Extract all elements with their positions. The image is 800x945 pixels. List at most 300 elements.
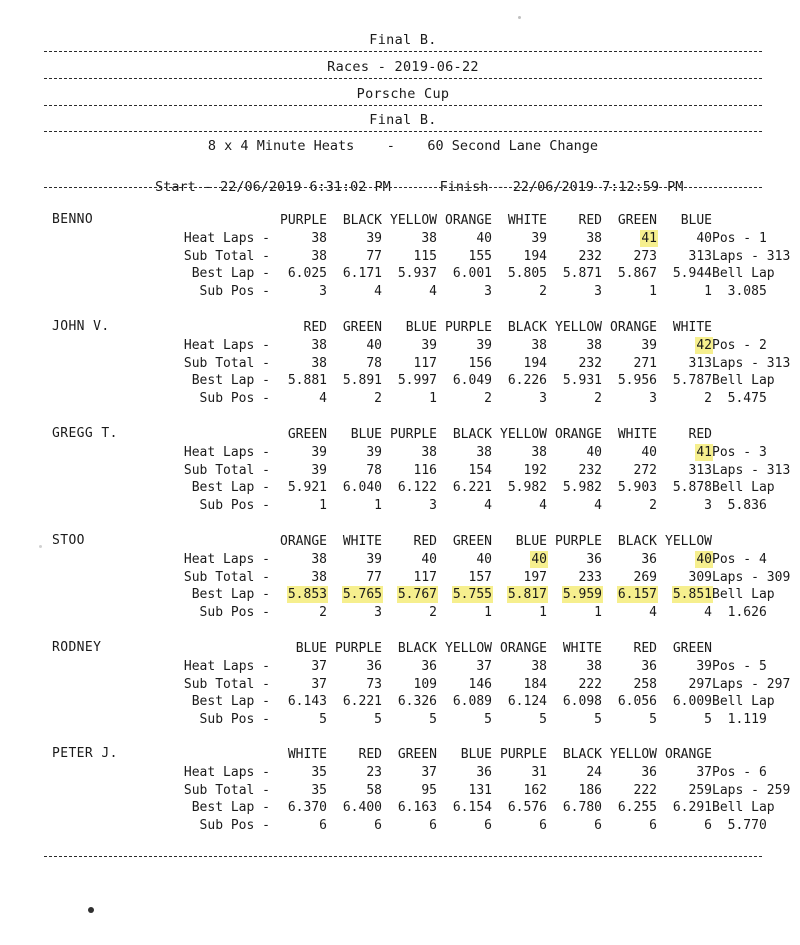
sub-total-value: 258 — [633, 676, 657, 692]
sub-pos-value: 6 — [649, 817, 657, 833]
lane-header-label — [154, 533, 270, 551]
sub-pos-value: 5 — [539, 711, 547, 727]
heat-laps-row — [154, 444, 800, 461]
lane-name: RED — [578, 213, 602, 228]
lane-header-label — [154, 426, 270, 444]
sub-total-value: 38 — [311, 355, 327, 371]
sub-total-value: 272 — [633, 462, 657, 478]
lane-name: ORANGE — [500, 641, 547, 656]
header-rule-1 — [44, 51, 762, 52]
best-lap-row — [154, 372, 800, 389]
sub-pos-value: 5 — [704, 711, 712, 727]
row-tail — [712, 283, 800, 300]
sub-total-value: 222 — [633, 782, 657, 798]
lane-name: PURPLE — [500, 747, 547, 762]
sub-pos-value: 2 — [649, 497, 657, 513]
driver-block — [44, 746, 791, 834]
header-title-final-b — [44, 32, 762, 48]
heat-laps-value: 36 — [476, 765, 492, 781]
sub-pos-value: 6 — [484, 817, 492, 833]
sub-pos-value: 1 — [704, 283, 712, 299]
sub-pos-value: 4 — [594, 497, 602, 513]
sub-total-value: 259 — [688, 782, 712, 798]
heat-laps-value: 37 — [696, 765, 712, 781]
heat-laps-value: 37 — [421, 765, 437, 781]
heat-laps-value: 36 — [641, 765, 657, 781]
sub-pos-value: 1 — [429, 390, 437, 406]
lane-header-row — [154, 533, 800, 551]
row-tail — [712, 444, 800, 461]
lane-name: YELLOW — [555, 320, 602, 335]
best-lap-value — [437, 586, 492, 603]
sub-total-label: Sub Total - — [183, 355, 270, 371]
sub-total-value: 232 — [578, 462, 602, 478]
row-tail — [712, 462, 800, 479]
sub-pos-value: 3 — [374, 604, 382, 620]
sub-total-value: 192 — [523, 462, 547, 478]
header-rule-4 — [44, 131, 762, 132]
sub-pos-value: 5 — [484, 711, 492, 727]
row-tail — [712, 355, 800, 372]
best-lap-value: 5.805 — [507, 266, 547, 282]
best-lap-value: 5.891 — [342, 373, 382, 389]
sub-total-value: 155 — [468, 248, 492, 264]
sub-pos-value: 4 — [484, 497, 492, 513]
heat-laps-label: Heat Laps - — [183, 338, 270, 354]
sub-pos-value: 2 — [704, 390, 712, 406]
heat-laps-value: 39 — [366, 445, 382, 461]
sub-total-label: Sub Total - — [183, 782, 270, 798]
sub-total-value: 38 — [311, 569, 327, 585]
sub-pos-value: 3 — [539, 390, 547, 406]
sub-total-value: 35 — [311, 782, 327, 798]
best-lap-row — [154, 265, 800, 282]
heat-laps-row — [154, 764, 800, 781]
lane-name: WHITE — [562, 641, 602, 656]
sub-pos-value: 1 — [484, 604, 492, 620]
sub-total-label: Sub Total - — [183, 676, 270, 692]
best-lap-label: Best Lap - — [191, 694, 270, 710]
sub-pos-row — [154, 604, 800, 621]
driver-block — [44, 319, 791, 407]
sub-total-value: 117 — [413, 355, 437, 371]
header-round-name — [44, 112, 762, 128]
lane-name: BLACK — [562, 747, 602, 762]
row-tail — [712, 319, 800, 337]
best-lap-value: 6.040 — [342, 480, 382, 496]
highlighted-value: 5.767 — [397, 587, 437, 603]
best-lap-label: Best Lap - — [191, 800, 270, 816]
sub-pos-value: 6 — [374, 817, 382, 833]
sub-pos-value: 3 — [429, 497, 437, 513]
best-lap-value: 6.221 — [342, 694, 382, 710]
best-lap-value — [657, 586, 712, 603]
heat-laps-value: 36 — [641, 659, 657, 675]
heat-laps-value: 40 — [586, 445, 602, 461]
lane-name: YELLOW — [610, 747, 657, 762]
lane-name: YELLOW — [665, 534, 712, 549]
lane-name: GREEN — [342, 320, 382, 335]
sub-pos-row — [154, 711, 800, 728]
sub-pos-value: 2 — [539, 283, 547, 299]
lane-header-row — [154, 640, 800, 658]
lane-name: BLUE — [515, 534, 547, 549]
row-tail — [712, 533, 800, 551]
lane-name: ORANGE — [610, 320, 657, 335]
position-value: Pos - 5 — [712, 659, 767, 675]
sub-total-row — [154, 676, 800, 693]
best-lap-value: 5.956 — [617, 373, 657, 389]
highlighted-value: 40 — [531, 552, 547, 568]
sub-total-value: 222 — [578, 676, 602, 692]
sub-pos-value: 2 — [429, 604, 437, 620]
sub-total-value: 297 — [688, 676, 712, 692]
sub-total-value: 313 — [688, 462, 712, 478]
best-lap-value: 6.171 — [342, 266, 382, 282]
row-tail — [712, 746, 800, 764]
driver-name: STOO — [52, 533, 85, 548]
driver-results-table — [154, 746, 800, 834]
highlighted-value: 5.765 — [342, 587, 382, 603]
lane-header-label — [154, 212, 270, 230]
best-lap-value: 6.143 — [287, 694, 327, 710]
sub-total-value: 146 — [468, 676, 492, 692]
lane-name: YELLOW — [500, 427, 547, 442]
lane-name: WHITE — [672, 320, 712, 335]
sub-total-value: 37 — [311, 676, 327, 692]
position-value: Pos - 4 — [712, 552, 767, 568]
best-lap-value: 6.780 — [562, 800, 602, 816]
sub-total-value: 194 — [523, 355, 547, 371]
sub-total-value: 154 — [468, 462, 492, 478]
sub-total-row — [154, 355, 800, 372]
best-lap-row — [154, 693, 800, 710]
heat-laps-label: Heat Laps - — [183, 765, 270, 781]
lane-name: BLACK — [507, 320, 547, 335]
heat-laps-label: Heat Laps - — [183, 445, 270, 461]
sub-total-value: 78 — [366, 355, 382, 371]
lane-name: BLACK — [617, 534, 657, 549]
lane-name: PURPLE — [555, 534, 602, 549]
sub-total-value: 156 — [468, 355, 492, 371]
sub-pos-value: 4 — [539, 497, 547, 513]
bell-lap-label: Bell Lap — [712, 694, 775, 710]
row-tail — [712, 390, 800, 407]
driver-results-table — [154, 319, 800, 407]
sub-pos-label: Sub Pos - — [199, 283, 270, 299]
heat-laps-value — [657, 551, 712, 568]
sub-total-value: 38 — [311, 248, 327, 264]
row-tail — [712, 479, 800, 496]
bell-lap-label: Bell Lap — [712, 266, 775, 282]
bell-lap-value: 5.770 — [712, 817, 767, 833]
best-lap-value: 5.881 — [287, 373, 327, 389]
driver-results-table — [154, 640, 800, 728]
heat-laps-value: 37 — [476, 659, 492, 675]
row-tail — [712, 711, 800, 728]
best-lap-value: 6.009 — [672, 694, 712, 710]
best-lap-value: 6.098 — [562, 694, 602, 710]
sub-total-value: 271 — [633, 355, 657, 371]
best-lap-value: 6.326 — [397, 694, 437, 710]
heat-laps-value: 38 — [586, 231, 602, 247]
heat-laps-value: 38 — [311, 338, 327, 354]
total-laps-value: Laps - 313 — [712, 355, 791, 371]
sub-total-value: 78 — [366, 462, 382, 478]
heat-laps-value: 31 — [531, 765, 547, 781]
start-time-label: Start - 22/06/2019 6:31:02 PM — [155, 179, 391, 195]
sub-total-value: 116 — [413, 462, 437, 478]
heat-laps-value: 40 — [476, 231, 492, 247]
bell-lap-label: Bell Lap — [712, 480, 775, 496]
lane-name: PURPLE — [445, 320, 492, 335]
highlighted-value: 5.755 — [452, 587, 492, 603]
sub-pos-value: 4 — [319, 390, 327, 406]
bell-lap-value: 1.626 — [712, 604, 767, 620]
best-lap-value: 5.982 — [507, 480, 547, 496]
sub-pos-value: 2 — [374, 390, 382, 406]
sub-total-value: 186 — [578, 782, 602, 798]
sub-total-value: 273 — [633, 248, 657, 264]
sub-pos-value: 5 — [649, 711, 657, 727]
sub-pos-value: 6 — [319, 817, 327, 833]
sub-total-value: 77 — [366, 569, 382, 585]
heat-laps-value: 24 — [586, 765, 602, 781]
sub-total-value: 39 — [311, 462, 327, 478]
lane-name: BLACK — [397, 641, 437, 656]
heat-laps-value: 40 — [476, 552, 492, 568]
best-lap-value: 6.001 — [452, 266, 492, 282]
sub-total-value: 162 — [523, 782, 547, 798]
best-lap-value: 6.221 — [452, 480, 492, 496]
bell-lap-value: 3.085 — [712, 283, 767, 299]
sub-pos-label: Sub Pos - — [199, 604, 270, 620]
sub-pos-value: 2 — [594, 390, 602, 406]
best-lap-value: 5.997 — [397, 373, 437, 389]
sub-pos-label: Sub Pos - — [199, 497, 270, 513]
row-tail — [712, 782, 800, 799]
race-format-line: 8 x 4 Minute Heats - 60 Second Lane Change — [207, 138, 599, 154]
heat-laps-value — [657, 444, 712, 461]
lane-name: GREEN — [397, 747, 437, 762]
lane-name: BLUE — [460, 747, 492, 762]
sub-pos-value: 1 — [319, 497, 327, 513]
sub-total-value: 77 — [366, 248, 382, 264]
heat-laps-value — [492, 551, 547, 568]
position-value: Pos - 1 — [712, 231, 767, 247]
sub-total-row — [154, 569, 800, 586]
best-lap-label: Best Lap - — [191, 587, 270, 603]
bell-lap-value: 5.475 — [712, 390, 767, 406]
position-value: Pos - 2 — [712, 338, 767, 354]
sub-total-value: 109 — [413, 676, 437, 692]
heat-laps-row — [154, 337, 800, 354]
heat-laps-row — [154, 230, 800, 247]
header-line-1: Races - 2019-06-22 — [327, 59, 479, 75]
best-lap-value: 6.056 — [617, 694, 657, 710]
sub-pos-value: 5 — [594, 711, 602, 727]
lane-name: BLUE — [350, 427, 382, 442]
row-tail — [712, 799, 800, 816]
sub-pos-value: 4 — [704, 604, 712, 620]
sub-pos-row — [154, 390, 800, 407]
scan-speck-icon — [88, 907, 94, 913]
best-lap-value: 6.255 — [617, 800, 657, 816]
row-tail — [712, 426, 800, 444]
heat-laps-value: 36 — [641, 552, 657, 568]
lane-name: ORANGE — [280, 534, 327, 549]
heat-laps-value: 39 — [366, 552, 382, 568]
sub-pos-label: Sub Pos - — [199, 817, 270, 833]
bell-lap-value: 5.836 — [712, 497, 767, 513]
row-tail — [712, 337, 800, 354]
sub-total-label: Sub Total - — [183, 462, 270, 478]
sub-total-value: 309 — [688, 569, 712, 585]
highlighted-value: 41 — [641, 231, 657, 247]
heat-laps-value: 39 — [476, 338, 492, 354]
lane-header-row — [154, 426, 800, 444]
total-laps-value: Laps - 259 — [712, 782, 791, 798]
row-tail — [712, 212, 800, 230]
heat-laps-value: 37 — [311, 659, 327, 675]
lane-name: PURPLE — [335, 641, 382, 656]
best-lap-value: 6.370 — [287, 800, 327, 816]
header-races-date — [44, 59, 762, 75]
row-tail — [712, 551, 800, 568]
row-tail — [712, 693, 800, 710]
best-lap-row — [154, 479, 800, 496]
row-tail — [712, 265, 800, 282]
total-laps-value: Laps - 309 — [712, 569, 791, 585]
position-value: Pos - 3 — [712, 445, 767, 461]
lane-name: RED — [413, 534, 437, 549]
driver-block — [44, 426, 791, 514]
row-tail — [712, 230, 800, 247]
highlighted-value: 6.157 — [617, 587, 657, 603]
highlighted-value: 5.851 — [672, 587, 712, 603]
header-event-name — [44, 86, 762, 102]
driver-name: BENNO — [52, 212, 94, 227]
heat-laps-value: 40 — [421, 552, 437, 568]
row-tail — [712, 764, 800, 781]
lane-name: YELLOW — [390, 213, 437, 228]
sub-pos-value: 6 — [704, 817, 712, 833]
highlighted-value: 40 — [696, 552, 712, 568]
header-line-0: Final B. — [369, 32, 437, 48]
lane-header-label — [154, 746, 270, 764]
lane-name: ORANGE — [555, 427, 602, 442]
best-lap-value: 5.867 — [617, 266, 657, 282]
header-line-3: Final B. — [369, 112, 437, 128]
heat-laps-value: 36 — [366, 659, 382, 675]
driver-name: GREGG T. — [52, 426, 118, 441]
sub-pos-value: 1 — [649, 283, 657, 299]
finish-time-label: Finish - 22/06/2019 7:12:59 PM — [439, 179, 684, 195]
lane-name: GREEN — [287, 427, 327, 442]
best-lap-value: 5.921 — [287, 480, 327, 496]
driver-block — [44, 640, 791, 728]
header-rule-5 — [44, 187, 762, 188]
row-tail — [712, 569, 800, 586]
sub-pos-value: 3 — [319, 283, 327, 299]
best-lap-value: 6.291 — [672, 800, 712, 816]
sub-total-value: 313 — [688, 248, 712, 264]
best-lap-value: 5.982 — [562, 480, 602, 496]
best-lap-value: 6.163 — [397, 800, 437, 816]
heat-laps-value: 35 — [311, 765, 327, 781]
sub-total-value: 115 — [413, 248, 437, 264]
best-lap-value: 6.025 — [287, 266, 327, 282]
lane-name: ORANGE — [665, 747, 712, 762]
total-laps-value: Laps - 297 — [712, 676, 791, 692]
sub-total-row — [154, 782, 800, 799]
lane-name: BLUE — [680, 213, 712, 228]
lane-name: WHITE — [287, 747, 327, 762]
lane-name: WHITE — [617, 427, 657, 442]
lane-header-row — [154, 212, 800, 230]
sub-total-value: 232 — [578, 355, 602, 371]
heat-laps-value: 39 — [641, 338, 657, 354]
lane-name: BLUE — [405, 320, 437, 335]
row-tail — [712, 676, 800, 693]
lane-name: GREEN — [672, 641, 712, 656]
sub-pos-value: 2 — [484, 390, 492, 406]
heat-laps-value: 36 — [586, 552, 602, 568]
row-tail — [712, 497, 800, 514]
best-lap-value — [547, 586, 602, 603]
sub-pos-label: Sub Pos - — [199, 390, 270, 406]
heat-laps-value: 39 — [311, 445, 327, 461]
best-lap-label: Best Lap - — [191, 266, 270, 282]
best-lap-value — [270, 586, 327, 603]
lane-name: RED — [303, 320, 327, 335]
bell-lap-label: Bell Lap — [712, 800, 775, 816]
highlighted-value: 41 — [696, 445, 712, 461]
lane-name: PURPLE — [390, 427, 437, 442]
best-lap-value: 5.871 — [562, 266, 602, 282]
heat-laps-value: 39 — [531, 231, 547, 247]
header-rule-2 — [44, 78, 762, 79]
sub-pos-value: 4 — [374, 283, 382, 299]
lane-name: ORANGE — [445, 213, 492, 228]
position-value: Pos - 6 — [712, 765, 767, 781]
best-lap-value: 6.154 — [452, 800, 492, 816]
heat-laps-value: 39 — [696, 659, 712, 675]
heat-laps-value: 39 — [366, 231, 382, 247]
driver-block — [44, 533, 791, 621]
lane-header-row — [154, 746, 800, 764]
lane-name: RED — [358, 747, 382, 762]
heat-laps-label: Heat Laps - — [183, 231, 270, 247]
header-rule-3 — [44, 105, 762, 106]
row-tail — [712, 658, 800, 675]
best-lap-value — [602, 586, 657, 603]
sub-total-value: 233 — [578, 569, 602, 585]
row-tail — [712, 640, 800, 658]
row-tail — [712, 248, 800, 265]
heat-laps-value: 40 — [696, 231, 712, 247]
heat-laps-value: 38 — [531, 338, 547, 354]
bell-lap-label: Bell Lap — [712, 587, 775, 603]
lane-header-row — [154, 319, 800, 337]
lane-name: GREEN — [452, 534, 492, 549]
sub-pos-row — [154, 497, 800, 514]
sub-pos-value: 4 — [429, 283, 437, 299]
sub-pos-value: 1 — [374, 497, 382, 513]
row-tail — [712, 604, 800, 621]
bell-lap-label: Bell Lap — [712, 373, 775, 389]
sub-total-value: 157 — [468, 569, 492, 585]
